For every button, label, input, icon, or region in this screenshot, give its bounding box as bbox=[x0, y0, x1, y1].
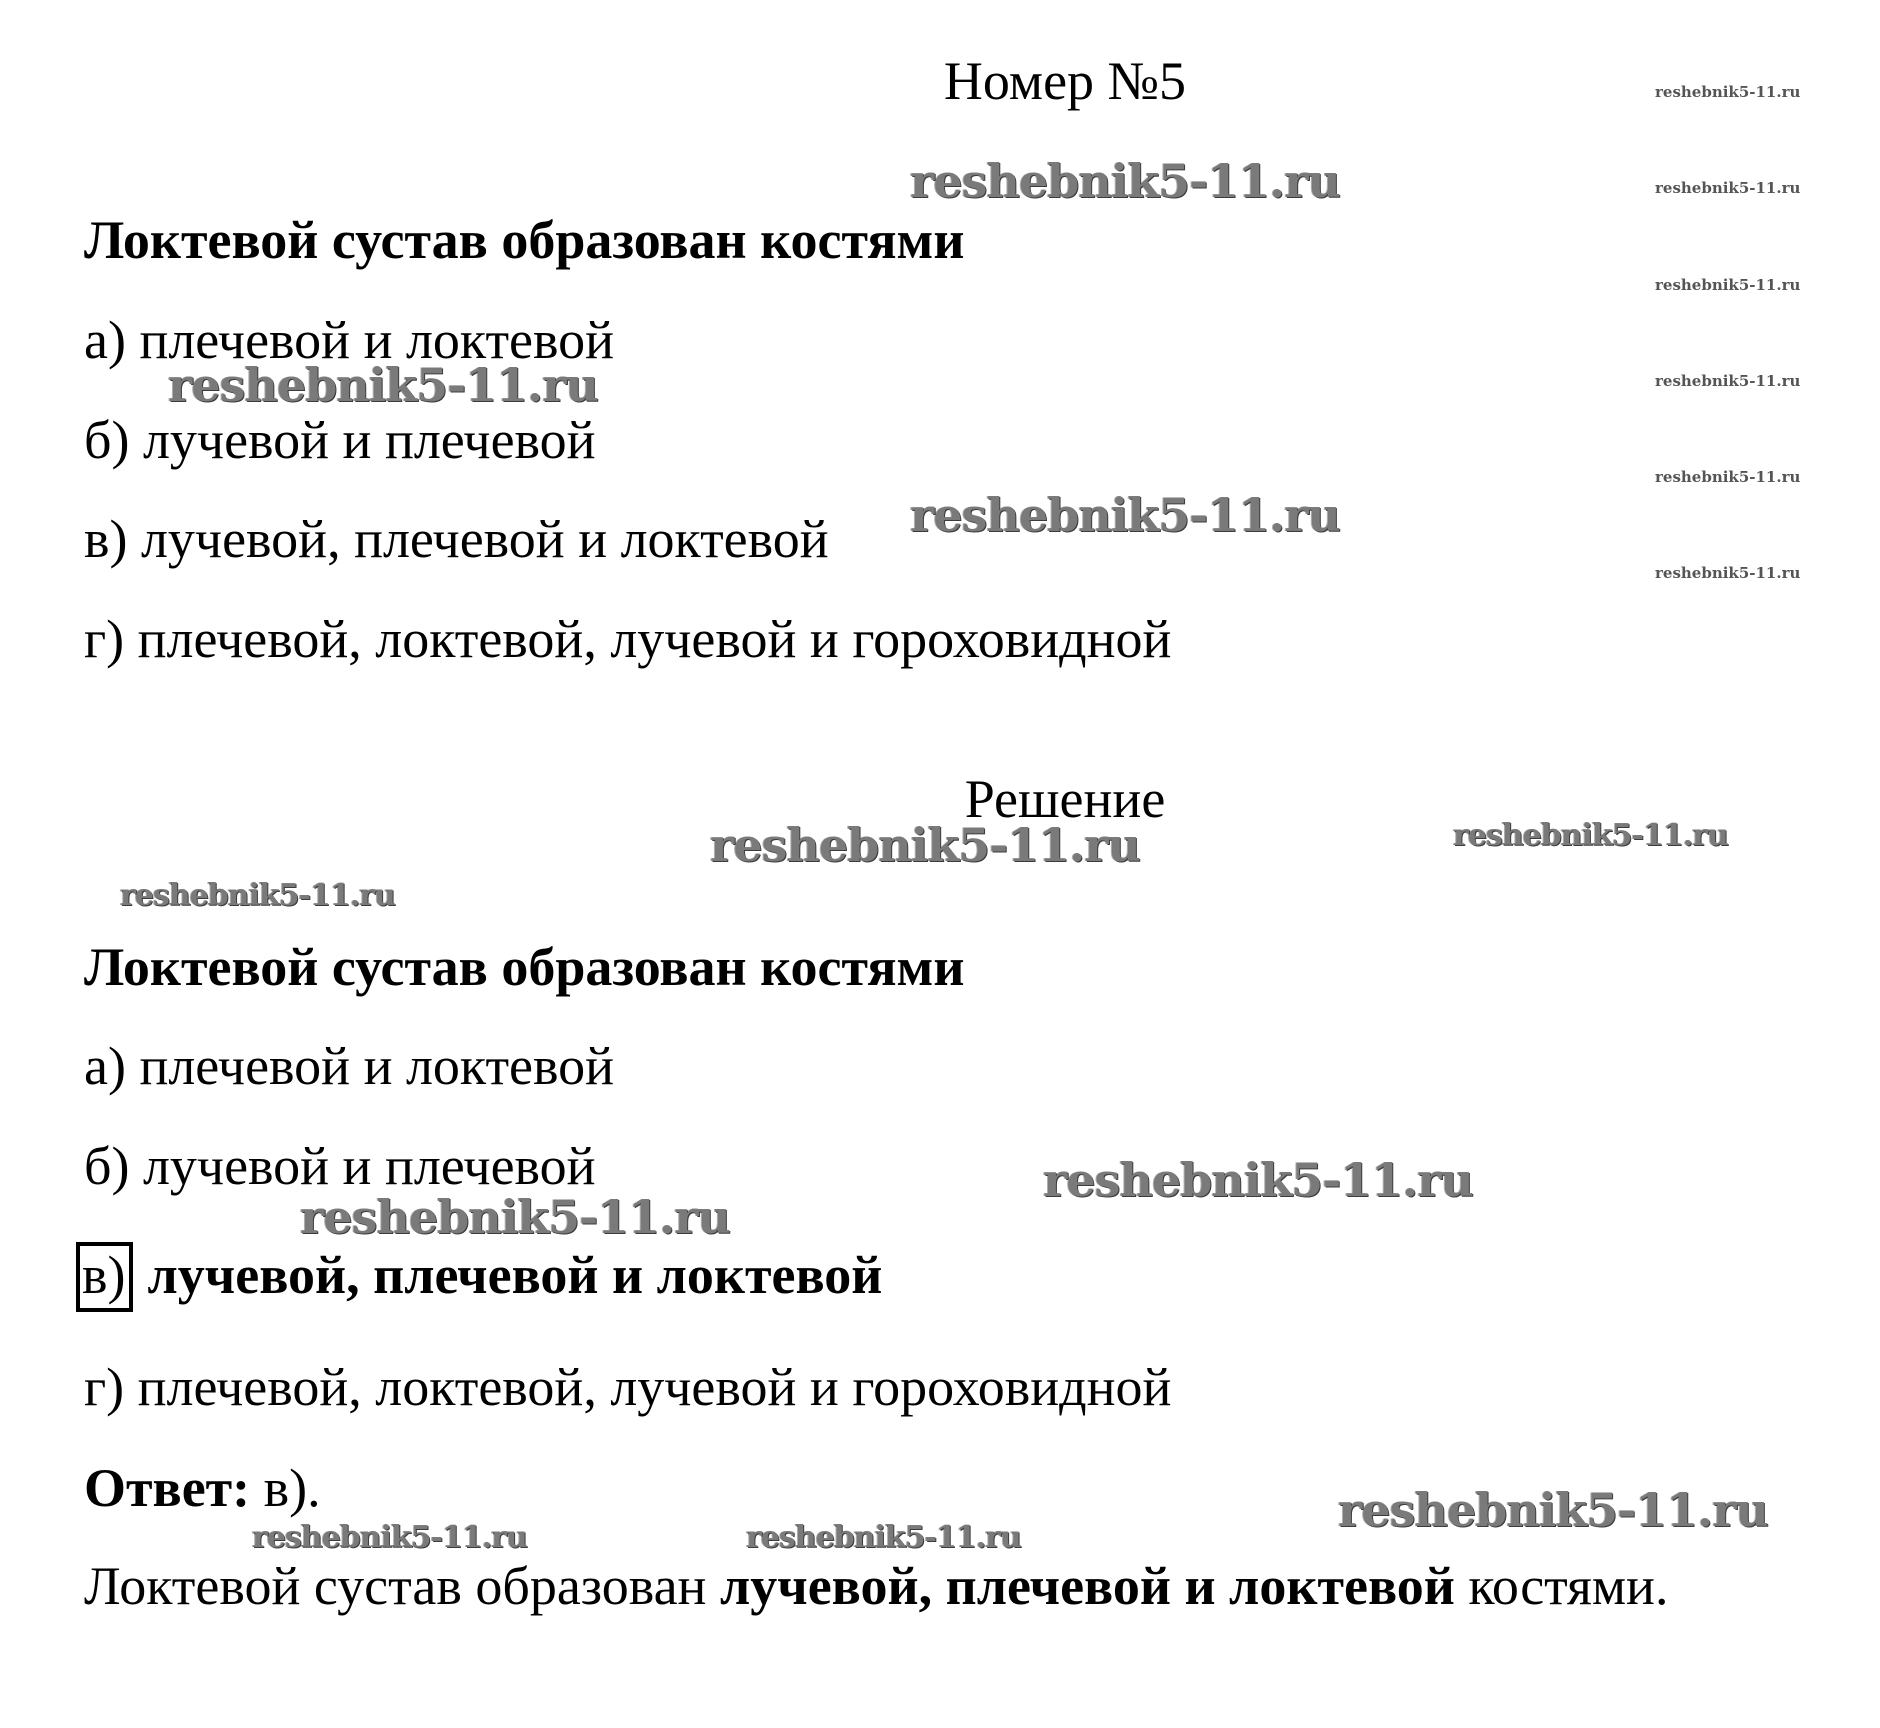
watermark: reshebnik5-11.ru bbox=[1655, 372, 1801, 390]
watermark: reshebnik5-11.ru bbox=[910, 154, 1340, 208]
watermark: reshebnik5-11.ru bbox=[1453, 818, 1728, 853]
solution-option-b: б) лучевой и плечевой bbox=[84, 1136, 596, 1196]
answer-label: Ответ: bbox=[84, 1458, 251, 1518]
watermark: reshebnik5-11.ru bbox=[1655, 564, 1801, 582]
explanation-end: костями. bbox=[1454, 1556, 1669, 1616]
solution-option-d: г) плечевой, локтевой, лучевой и гороховидной bbox=[84, 1357, 1172, 1417]
solution-option-a: а) плечевой и локтевой bbox=[84, 1036, 615, 1096]
task-option-a: а) плечевой и локтевой bbox=[84, 310, 615, 370]
watermark: reshebnik5-11.ru bbox=[1655, 83, 1801, 101]
watermark: reshebnik5-11.ru bbox=[300, 1190, 730, 1244]
watermark: reshebnik5-11.ru bbox=[1655, 468, 1801, 486]
page-title: Номер №5 bbox=[943, 51, 1187, 111]
answer-value: в). bbox=[250, 1458, 321, 1518]
watermark: reshebnik5-11.ru bbox=[710, 818, 1140, 872]
solution-question: Локтевой сустав образован костями bbox=[84, 937, 965, 997]
watermark: reshebnik5-11.ru bbox=[1338, 1483, 1768, 1537]
selected-answer-box: в) bbox=[76, 1242, 133, 1312]
explanation-start: Локтевой сустав образован bbox=[84, 1556, 720, 1616]
watermark: reshebnik5-11.ru bbox=[746, 1520, 1021, 1555]
watermark: reshebnik5-11.ru bbox=[168, 358, 598, 412]
answer-line bbox=[84, 1458, 321, 1518]
task-option-d: г) плечевой, локтевой, лучевой и гороховидной bbox=[84, 609, 1172, 669]
watermark: reshebnik5-11.ru bbox=[1655, 179, 1801, 197]
task-question: Локтевой сустав образован костями bbox=[84, 210, 965, 270]
watermark: reshebnik5-11.ru bbox=[910, 488, 1340, 542]
task-option-c: в) лучевой, плечевой и локтевой bbox=[84, 509, 829, 569]
selected-answer-text: лучевой, плечевой и локтевой bbox=[147, 1245, 883, 1305]
watermark: reshebnik5-11.ru bbox=[1655, 276, 1801, 294]
task-option-b: б) лучевой и плечевой bbox=[84, 410, 596, 470]
explanation-line bbox=[84, 1556, 1669, 1616]
watermark: reshebnik5-11.ru bbox=[252, 1520, 527, 1555]
explanation-bold: лучевой, плечевой и локтевой bbox=[719, 1556, 1455, 1616]
solution-option-c bbox=[84, 1242, 882, 1312]
solution-heading: Решение bbox=[964, 769, 1166, 829]
watermark: reshebnik5-11.ru bbox=[120, 878, 395, 913]
watermark: reshebnik5-11.ru bbox=[1043, 1153, 1473, 1207]
